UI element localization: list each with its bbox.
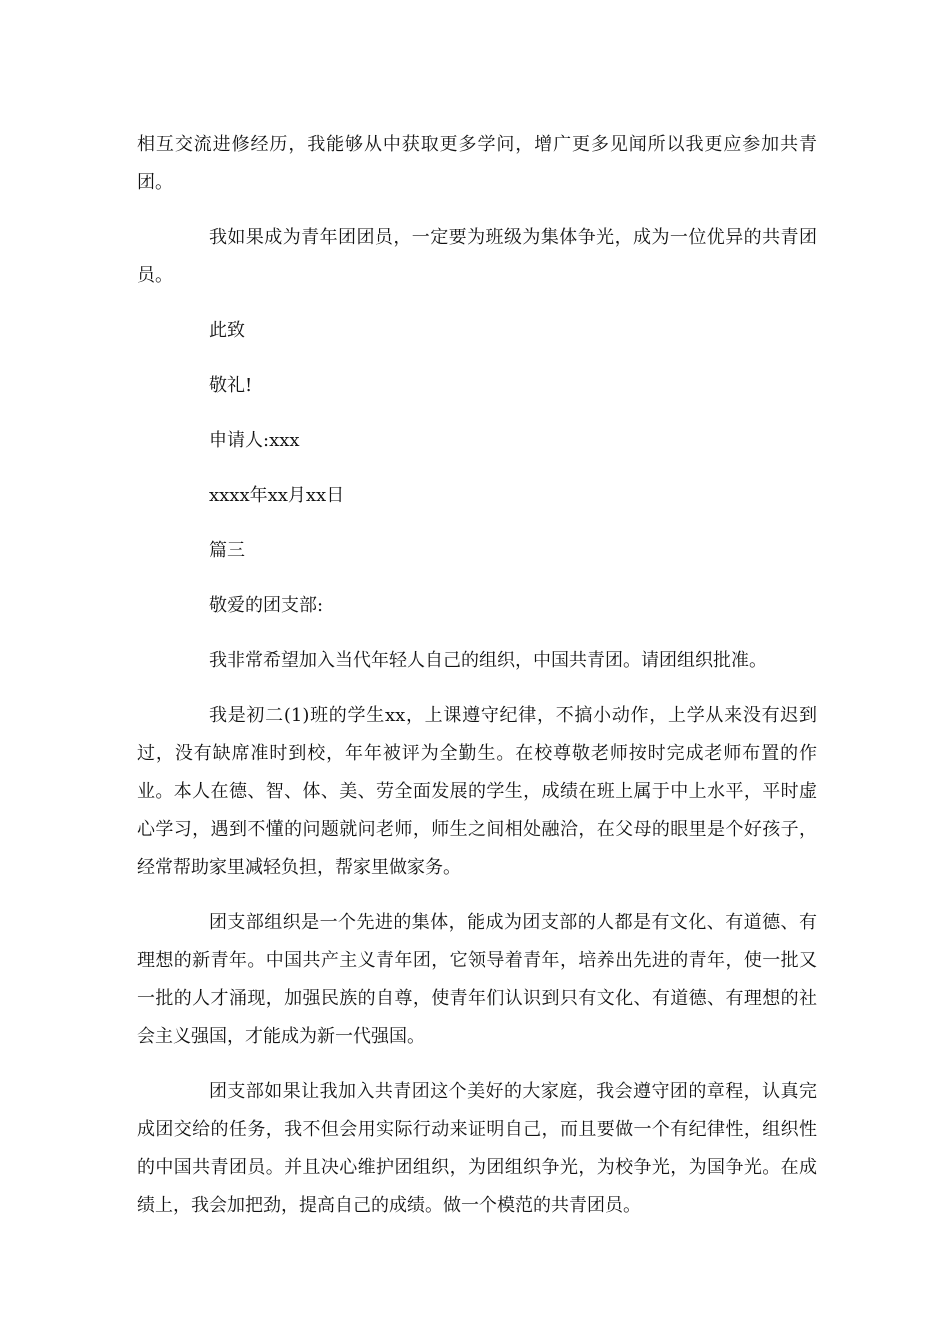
closing-salutation: 此致	[209, 320, 245, 341]
paragraph-pledge: 我如果成为青年团团员，一定要为班级为集体争光，成为一位优异的共青团员。	[137, 227, 817, 286]
paragraph-commitment: 团支部如果让我加入共青团这个美好的大家庭，我会遵守团的章程，认真完成团交给的任务，我不但会用实际行动来证明自己，而且要做一个有纪律性，组织性的中国共青团员。并且决心维护团组织，为团组织争光，为校争光，为国争光。在成绩上，我会加把劲，提高自己的成绩。做一个模范的共青团员。	[137, 1081, 817, 1216]
section-heading: 篇三	[209, 540, 245, 561]
paragraph-continuation: 相互交流进修经历，我能够从中获取更多学问，增广更多见闻所以我更应参加共青团。	[137, 134, 817, 193]
paragraph-self-introduction: 我是初二(1)班的学生xx，上课遵守纪律，不搞小动作，上学从来没有迟到过，没有缺席准时到校，年年被评为全勤生。在校尊敬老师按时完成老师布置的作业。本人在德、智、体、美、劳全面发展的学生，成绩在班上属于中上水平，平时虚心学习，遇到不懂的问题就问老师，师生之间相处融洽，在父母的眼里是个好孩子，经常帮助家里减轻负担，帮家里做家务。	[137, 705, 817, 878]
paragraph-organization: 团支部组织是一个先进的集体，能成为团支部的人都是有文化、有道德、有理想的新青年。中国共产主义青年团，它领导着青年，培养出先进的青年，使一批又一批的人才涌现，加强民族的自尊，使青年们认识到只有文化、有道德、有理想的社会主义强国，才能成为新一代强国。	[137, 912, 817, 1047]
paragraph-request: 我非常希望加入当代年轻人自己的组织，中国共青团。请团组织批准。	[209, 650, 767, 671]
applicant-signature: 申请人:xxx	[209, 430, 300, 451]
document-page	[137, 126, 817, 1242]
greeting-line: 敬爱的团支部:	[209, 595, 324, 616]
closing-regards: 敬礼!	[209, 375, 253, 396]
date-line: xxxx年xx月xx日	[209, 485, 345, 506]
